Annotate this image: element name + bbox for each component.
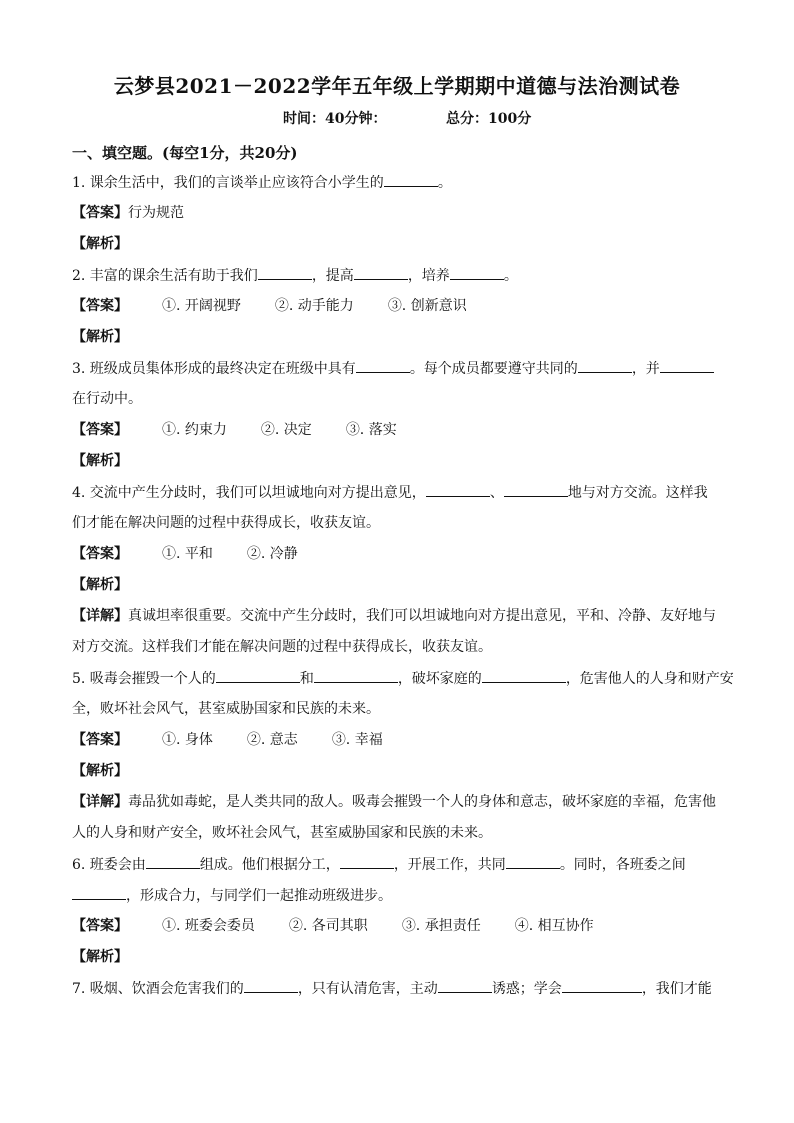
q3-blank-3 [660,358,714,373]
answer-label: 【答案】 [72,205,128,221]
exam-total-score: 总分：100分 [446,111,532,127]
q1-answer-row [72,203,184,223]
q6-text-c: ，开展工作，共同 [393,857,506,873]
q6-option-3: ③. 承担责任 [401,918,481,934]
answer-label: 【答案】 [72,918,128,934]
question-2 [72,265,518,286]
q7-text-d: ，我们才能 [641,981,712,997]
q3-answer-row [72,420,431,440]
q5-option-1: ①. 身体 [162,732,213,748]
q7-text-b: ，只有认清危害，主动 [297,981,438,997]
q6-line-2 [72,885,392,906]
q4-blank-2 [504,482,568,497]
q5-line-2: 全，败坏社会风气，甚室威胁国家和民族的未来。 [72,701,380,717]
q2-text-a: 2. 丰富的课余生活有助于我们 [72,268,258,284]
q6-parse-label: 【解析】 [72,949,128,965]
q5-detail-1 [72,792,716,812]
detail-label: 【详解】 [72,608,128,624]
q6-line-2-text: ，形成合力，与同学们一起推动班级进步。 [126,888,392,904]
q1-answer: 行为规范 [128,205,184,221]
q2-text-d: 。 [503,268,518,284]
q5-detail-2: 人的人身和财产安全，败坏社会风气，甚室威胁国家和民族的未来。 [72,825,492,841]
q7-blank-1 [244,978,298,993]
q3-text-a: 3. 班级成员集体形成的最终决定在班级中具有 [72,361,356,377]
q7-text-a: 7. 吸烟、饮酒会危害我们的 [72,981,244,997]
q5-text-c: ，破坏家庭的 [397,671,482,687]
q3-text-b: 。每个成员都要遵守共同的 [409,361,578,377]
q6-option-1: ①. 班委会委员 [162,918,255,934]
q5-text-b: 和 [299,671,314,687]
q6-blank-2 [340,854,394,869]
q4-detail-text-1: 真诚坦率很重要。交流中产生分歧时，我们可以坦诚地向对方提出意见，平和、冷静、友好地与 [128,608,716,624]
answer-label: 【答案】 [72,732,128,748]
q2-answer-row [72,296,501,316]
q7-blank-2 [438,978,492,993]
q5-detail-text-1: 毒品犹如毒蛇，是人类共同的敌人。吸毒会摧毁一个人的身体和意志，破坏家庭的幸福，危害他 [128,794,716,810]
q1-text-a: 1. 课余生活中，我们的言谈举止应该符合小学生的 [72,175,384,191]
page-title: 云梦县2021－2022学年五年级上学期期中道德与法治测试卷 [113,74,681,98]
q3-option-2: ②. 决定 [260,422,312,438]
q6-option-4: ④. 相互协作 [514,918,594,934]
q4-detail-2: 对方交流。这样我们才能在解决问题的过程中获得成长，收获友谊。 [72,639,492,655]
question-5 [72,668,734,689]
q1-parse-label: 【解析】 [72,236,128,252]
q4-blank-1 [426,482,490,497]
q2-blank-2 [354,265,408,280]
q2-blank-3 [450,265,504,280]
q3-line-2: 在行动中。 [72,391,142,407]
q3-option-3: ③. 落实 [345,422,397,438]
q5-option-2: ②. 意志 [246,732,298,748]
question-6 [72,854,686,875]
section-heading: 一、填空题。(每空1分，共20分) [72,144,298,162]
q5-text-d: ，危害他人的人身和财产安 [565,671,734,687]
q2-text-b: ，提高 [311,268,354,284]
q4-text-b: 、 [489,485,504,501]
q3-blank-1 [356,358,410,373]
q6-text-a: 6. 班委会由 [72,857,146,873]
q6-text-b: 组成。他们根据分工， [199,857,340,873]
q7-text-c: 诱惑；学会 [491,981,562,997]
q4-text-c: 地与对方交流。这样我 [567,485,708,501]
q2-option-3: ③. 创新意识 [387,298,467,314]
q3-option-1: ①. 约束力 [162,422,227,438]
q4-detail-1 [72,606,716,626]
q5-blank-3 [482,668,566,683]
answer-label: 【答案】 [72,546,128,562]
question-4 [72,482,708,503]
answer-label: 【答案】 [72,298,128,314]
q5-blank-1 [216,668,300,683]
q4-answer-row [72,544,332,564]
exam-time: 时间：40分钟： [283,111,387,127]
q6-blank-1 [146,854,200,869]
q3-text-c: ，并 [631,361,660,377]
q5-parse-label: 【解析】 [72,763,128,779]
q6-blank-4 [72,885,126,900]
q6-blank-3 [506,854,560,869]
question-3 [72,358,714,379]
q2-text-c: ，培养 [407,268,450,284]
q5-blank-2 [314,668,398,683]
q4-option-2: ②. 冷静 [246,546,298,562]
q4-option-1: ①. 平和 [162,546,213,562]
q4-line-2: 们才能在解决问题的过程中获得成长，收获友谊。 [72,515,380,531]
answer-label: 【答案】 [72,422,128,438]
q6-option-2: ②. 各司其职 [288,918,368,934]
q6-text-d: 。同时，各班委之间 [559,857,686,873]
q2-option-2: ②. 动手能力 [274,298,354,314]
question-7 [72,978,712,999]
q1-blank-1 [384,172,438,187]
q7-blank-3 [562,978,642,993]
q1-text-b: 。 [437,175,452,191]
q4-parse-label: 【解析】 [72,577,128,593]
q2-blank-1 [258,265,312,280]
q2-parse-label: 【解析】 [72,329,128,345]
q3-parse-label: 【解析】 [72,453,128,469]
q6-answer-row [72,916,628,936]
detail-label: 【详解】 [72,794,128,810]
q5-option-3: ③. 幸福 [331,732,383,748]
q4-text-a: 4. 交流中产生分歧时，我们可以坦诚地向对方提出意见， [72,485,426,501]
q5-answer-row [72,730,417,750]
question-1 [72,172,452,193]
q3-blank-2 [578,358,632,373]
q5-text-a: 5. 吸毒会摧毁一个人的 [72,671,216,687]
q2-option-1: ①. 开阔视野 [162,298,241,314]
